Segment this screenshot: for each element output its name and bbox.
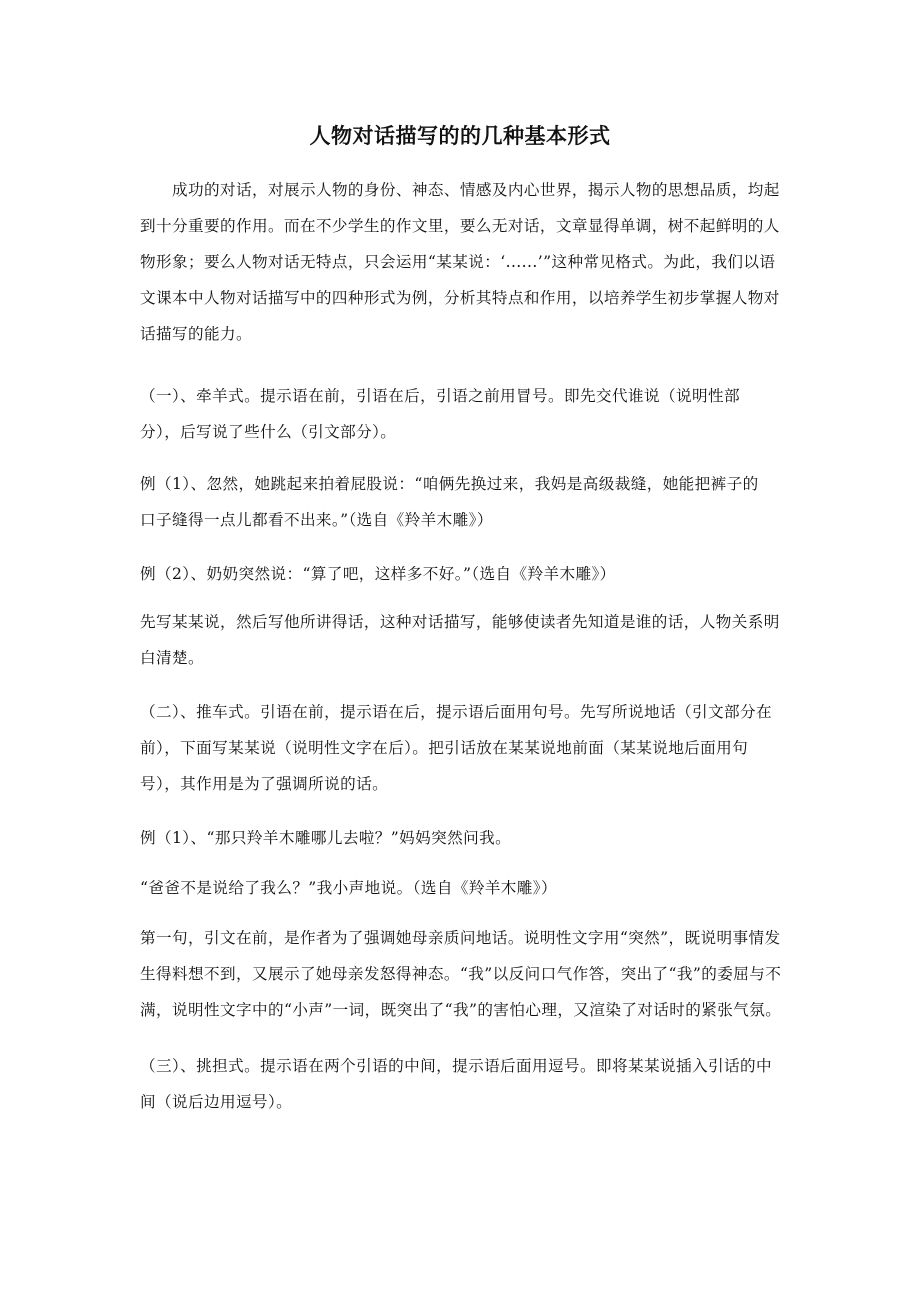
example-paragraph [140, 870, 790, 906]
paragraph-line: 例（1）、“那只羚羊木雕哪儿去啦？”妈妈突然问我。 [140, 829, 512, 847]
section-two-heading [140, 694, 790, 802]
paragraph-line: 生得料想不到，又展示了她母亲发怒得神态。“我”以反问口气作答，突出了“我”的委屈与不 [140, 965, 782, 983]
analysis-paragraph [140, 604, 790, 676]
paragraph-line: 分），后写说了些什么（引文部分）。 [140, 423, 397, 441]
paragraph-line: 到十分重要的作用。而在不少学生的作文里，要么无对话，文章显得单调，树不起鲜明的人 [140, 217, 780, 235]
intro-paragraph [140, 172, 790, 352]
analysis-paragraph [140, 920, 790, 1028]
document-title: 人物对话描写的的几种基本形式 [309, 123, 611, 148]
example-paragraph [140, 466, 790, 538]
paragraph-line: （一）、牵羊式。提示语在前，引语在后，引语之前用冒号。即先交代谁说（说明性部 [140, 387, 740, 405]
paragraph-line: （二）、推车式。引语在前，提示语在后，提示语后面用句号。先写所说地话（引文部分在 [140, 703, 772, 721]
paragraph-line: 间（说后边用逗号）。 [140, 1093, 293, 1111]
paragraph-line: “爸爸不是说给了我么？”我小声地说。（选自《羚羊木雕》） [140, 879, 557, 897]
paragraph-line: 例（2）、奶奶突然说：“算了吧，这样多不好。”（选自《羚羊木雕》） [140, 565, 616, 583]
example-paragraph [140, 820, 790, 856]
paragraph-line: 号），其作用是为了强调所说的话。 [140, 775, 389, 793]
paragraph-line: 前），下面写某某说（说明性文字在后）。把引话放在某某说地前面（某某说地后面用句 [140, 739, 749, 757]
paragraph-line: （三）、挑担式。提示语在两个引语的中间，提示语后面用逗号。即将某某说插入引话的中 [140, 1057, 772, 1075]
paragraph-line: 口子缝得一点儿都看不出来。”（选自《羚羊木雕》） [140, 511, 493, 529]
paragraph-line: 成功的对话，对展示人物的身份、神态、情感及内心世界，揭示人物的思想品质，均起 [172, 181, 780, 199]
paragraph-line: 先写某某说，然后写他所讲得话，这种对话描写，能够使读者先知道是谁的话，人物关系明 [140, 613, 780, 631]
paragraph-line: 满，说明性文字中的“小声”一词，既突出了“我”的害怕心理，又渲染了对话时的紧张气氛。 [140, 1001, 782, 1019]
paragraph-line: 白清楚。 [140, 649, 204, 667]
paragraph-line: 文课本中人物对话描写中的四种形式为例，分析其特点和作用，以培养学生初步掌握人物对 [140, 289, 780, 307]
section-three-heading [140, 1048, 790, 1120]
paragraph-line: 第一句，引文在前，是作者为了强调她母亲质问地话。说明性文字用“突然”，既说明事情发 [140, 929, 781, 947]
section-one-heading [140, 378, 790, 450]
paragraph-line: 例（1）、忽然，她跳起来拍着屁股说：“咱俩先换过来，我妈是高级裁缝，她能把裤子的 [140, 475, 759, 493]
example-paragraph [140, 556, 790, 592]
paragraph-line: 物形象；要么人物对话无特点，只会运用“某某说：‘......’”这种常见格式。为此，我们以语 [140, 253, 776, 271]
paragraph-line: 话描写的能力。 [140, 325, 252, 343]
